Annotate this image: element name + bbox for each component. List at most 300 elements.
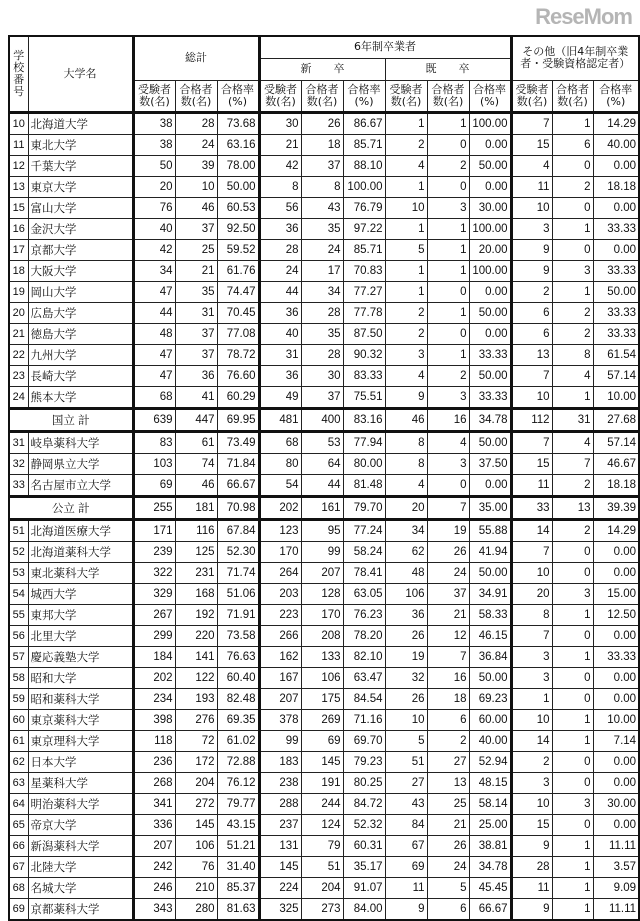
school-number: 31 [9, 431, 28, 453]
new-passed: 106 [301, 667, 343, 688]
new-rate: 91.07 [343, 877, 385, 898]
prior-applicants: 62 [385, 541, 427, 562]
other-applicants: 6 [511, 302, 552, 323]
prior-rate: 45.45 [469, 877, 511, 898]
prior-applicants: 20 [385, 496, 427, 519]
other-rate: 33.33 [593, 646, 639, 667]
other-passed: 0 [552, 541, 593, 562]
total-passed: 76 [175, 856, 217, 877]
prior-rate: 55.88 [469, 519, 511, 541]
other-applicants: 14 [511, 519, 552, 541]
total-applicants: 68 [133, 386, 175, 408]
other-applicants: 10 [511, 386, 552, 408]
total-rate: 76.63 [217, 646, 259, 667]
school-number: 12 [9, 155, 28, 176]
university-name: 岡山大学 [28, 281, 133, 302]
school-number: 11 [9, 134, 28, 155]
total-passed: 141 [175, 646, 217, 667]
prior-passed: 0 [427, 474, 469, 496]
other-rate: 61.54 [593, 344, 639, 365]
university-name: 城西大学 [28, 583, 133, 604]
prior-applicants: 5 [385, 730, 427, 751]
school-number: 18 [9, 260, 28, 281]
prior-applicants: 84 [385, 814, 427, 835]
total-applicants: 202 [133, 667, 175, 688]
total-passed: 74 [175, 453, 217, 474]
total-rate: 31.40 [217, 856, 259, 877]
other-applicants: 11 [511, 877, 552, 898]
new-rate: 85.71 [343, 134, 385, 155]
university-name: 熊本大学 [28, 386, 133, 408]
prior-applicants: 1 [385, 281, 427, 302]
total-rate: 73.49 [217, 431, 259, 453]
total-rate: 70.98 [217, 496, 259, 519]
total-passed: 21 [175, 260, 217, 281]
prior-passed: 37 [427, 583, 469, 604]
total-rate: 82.48 [217, 688, 259, 709]
total-applicants: 239 [133, 541, 175, 562]
new-applicants: 145 [259, 856, 301, 877]
other-applicants: 15 [511, 134, 552, 155]
total-applicants: 103 [133, 453, 175, 474]
total-applicants: 234 [133, 688, 175, 709]
prior-rate: 30.00 [469, 197, 511, 218]
table-row [9, 112, 639, 134]
table-row [9, 155, 639, 176]
table-row [9, 688, 639, 709]
total-applicants: 47 [133, 344, 175, 365]
total-applicants: 34 [133, 260, 175, 281]
prior-applicants: 1 [385, 260, 427, 281]
other-passed: 3 [552, 793, 593, 814]
other-passed: 1 [552, 386, 593, 408]
total-rate: 81.63 [217, 898, 259, 920]
prior-passed: 0 [427, 176, 469, 197]
total-rate: 71.74 [217, 562, 259, 583]
column-header: 受験者数(名) [259, 80, 301, 112]
new-applicants: 31 [259, 344, 301, 365]
total-applicants: 398 [133, 709, 175, 730]
other-rate: 7.14 [593, 730, 639, 751]
new-passed: 28 [301, 344, 343, 365]
university-name: 千葉大学 [28, 155, 133, 176]
new-rate: 79.23 [343, 751, 385, 772]
prior-rate: 0.00 [469, 134, 511, 155]
prior-applicants: 10 [385, 709, 427, 730]
prior-passed: 21 [427, 604, 469, 625]
new-applicants: 30 [259, 112, 301, 134]
university-name: 東京大学 [28, 176, 133, 197]
new-rate: 84.00 [343, 898, 385, 920]
university-name: 明治薬科大学 [28, 793, 133, 814]
prior-rate: 52.94 [469, 751, 511, 772]
new-passed: 204 [301, 877, 343, 898]
total-rate: 69.35 [217, 709, 259, 730]
other-rate: 40.00 [593, 134, 639, 155]
total-applicants: 336 [133, 814, 175, 835]
table-row [9, 323, 639, 344]
prior-applicants: 2 [385, 302, 427, 323]
header-six-year: 6年制卒業者 [259, 36, 511, 58]
prior-rate: 50.00 [469, 562, 511, 583]
other-rate: 14.29 [593, 519, 639, 541]
prior-applicants: 2 [385, 134, 427, 155]
school-number: 24 [9, 386, 28, 408]
other-applicants: 3 [511, 218, 552, 239]
prior-rate: 33.33 [469, 344, 511, 365]
new-applicants: 481 [259, 408, 301, 431]
new-rate: 52.32 [343, 814, 385, 835]
total-passed: 39 [175, 155, 217, 176]
new-applicants: 49 [259, 386, 301, 408]
other-applicants: 9 [511, 260, 552, 281]
prior-applicants: 4 [385, 155, 427, 176]
school-number: 61 [9, 730, 28, 751]
new-passed: 26 [301, 112, 343, 134]
other-rate: 0.00 [593, 155, 639, 176]
new-rate: 87.50 [343, 323, 385, 344]
other-rate: 0.00 [593, 541, 639, 562]
total-applicants: 47 [133, 281, 175, 302]
other-applicants: 15 [511, 453, 552, 474]
total-rate: 60.29 [217, 386, 259, 408]
prior-passed: 7 [427, 646, 469, 667]
table-row [9, 218, 639, 239]
header-new-grad: 新 卒 [259, 58, 385, 80]
university-name: 岐阜薬科大学 [28, 431, 133, 453]
table-row [9, 814, 639, 835]
school-number: 67 [9, 856, 28, 877]
prior-rate: 48.15 [469, 772, 511, 793]
new-applicants: 54 [259, 474, 301, 496]
total-rate: 78.72 [217, 344, 259, 365]
total-passed: 125 [175, 541, 217, 562]
new-applicants: 183 [259, 751, 301, 772]
school-number: 68 [9, 877, 28, 898]
other-passed: 3 [552, 583, 593, 604]
prior-rate: 36.84 [469, 646, 511, 667]
prior-rate: 37.50 [469, 453, 511, 474]
school-number: 66 [9, 835, 28, 856]
other-applicants: 9 [511, 239, 552, 260]
new-rate: 77.24 [343, 519, 385, 541]
new-applicants: 167 [259, 667, 301, 688]
total-applicants: 207 [133, 835, 175, 856]
school-number: 22 [9, 344, 28, 365]
other-passed: 0 [552, 688, 593, 709]
other-passed: 0 [552, 751, 593, 772]
prior-applicants: 10 [385, 197, 427, 218]
other-passed: 0 [552, 562, 593, 583]
other-passed: 2 [552, 176, 593, 197]
prior-applicants: 48 [385, 562, 427, 583]
total-passed: 106 [175, 835, 217, 856]
new-passed: 79 [301, 835, 343, 856]
total-applicants: 40 [133, 218, 175, 239]
school-number: 10 [9, 112, 28, 134]
university-name: 昭和大学 [28, 667, 133, 688]
prior-rate: 0.00 [469, 281, 511, 302]
new-rate: 63.05 [343, 583, 385, 604]
prior-passed: 3 [427, 453, 469, 474]
university-name: 大阪大学 [28, 260, 133, 281]
subtotal-row [9, 408, 639, 431]
table-row [9, 134, 639, 155]
university-name: 名古屋市立大学 [28, 474, 133, 496]
new-applicants: 238 [259, 772, 301, 793]
total-rate: 74.47 [217, 281, 259, 302]
prior-applicants: 8 [385, 431, 427, 453]
other-rate: 27.68 [593, 408, 639, 431]
total-rate: 50.00 [217, 176, 259, 197]
new-passed: 207 [301, 562, 343, 583]
new-passed: 175 [301, 688, 343, 709]
other-applicants: 10 [511, 793, 552, 814]
total-applicants: 118 [133, 730, 175, 751]
table-row [9, 793, 639, 814]
other-passed: 1 [552, 877, 593, 898]
total-passed: 272 [175, 793, 217, 814]
other-applicants: 8 [511, 604, 552, 625]
new-applicants: 36 [259, 365, 301, 386]
prior-rate: 35.00 [469, 496, 511, 519]
other-passed: 31 [552, 408, 593, 431]
university-name: 広島大学 [28, 302, 133, 323]
other-applicants: 15 [511, 814, 552, 835]
prior-rate: 60.00 [469, 709, 511, 730]
prior-applicants: 2 [385, 323, 427, 344]
new-applicants: 44 [259, 281, 301, 302]
prior-passed: 18 [427, 688, 469, 709]
header-prior-grad: 既 卒 [385, 58, 511, 80]
total-rate: 71.84 [217, 453, 259, 474]
university-name: 北海道医療大学 [28, 519, 133, 541]
prior-passed: 4 [427, 431, 469, 453]
new-passed: 244 [301, 793, 343, 814]
new-rate: 82.10 [343, 646, 385, 667]
other-rate: 9.09 [593, 877, 639, 898]
new-applicants: 80 [259, 453, 301, 474]
total-rate: 71.91 [217, 604, 259, 625]
university-name: 九州大学 [28, 344, 133, 365]
table-row [9, 583, 639, 604]
other-rate: 33.33 [593, 302, 639, 323]
prior-rate: 46.15 [469, 625, 511, 646]
total-applicants: 38 [133, 112, 175, 134]
total-passed: 46 [175, 197, 217, 218]
other-rate: 15.00 [593, 583, 639, 604]
total-applicants: 42 [133, 239, 175, 260]
total-rate: 73.58 [217, 625, 259, 646]
prior-applicants: 43 [385, 793, 427, 814]
new-applicants: 207 [259, 688, 301, 709]
school-number: 17 [9, 239, 28, 260]
school-number: 57 [9, 646, 28, 667]
prior-rate: 100.00 [469, 112, 511, 134]
new-applicants: 8 [259, 176, 301, 197]
new-rate: 76.79 [343, 197, 385, 218]
total-passed: 193 [175, 688, 217, 709]
total-rate: 85.37 [217, 877, 259, 898]
total-rate: 79.77 [217, 793, 259, 814]
new-applicants: 24 [259, 260, 301, 281]
prior-rate: 50.00 [469, 302, 511, 323]
total-applicants: 341 [133, 793, 175, 814]
new-applicants: 42 [259, 155, 301, 176]
subtotal-label: 国立 計 [9, 408, 133, 431]
university-name: 名城大学 [28, 877, 133, 898]
total-applicants: 44 [133, 302, 175, 323]
prior-rate: 33.33 [469, 386, 511, 408]
other-passed: 2 [552, 519, 593, 541]
university-name: 昭和薬科大学 [28, 688, 133, 709]
prior-passed: 3 [427, 386, 469, 408]
other-passed: 0 [552, 772, 593, 793]
total-applicants: 329 [133, 583, 175, 604]
prior-passed: 16 [427, 408, 469, 431]
total-passed: 24 [175, 134, 217, 155]
other-rate: 0.00 [593, 814, 639, 835]
new-rate: 80.00 [343, 453, 385, 474]
total-applicants: 47 [133, 365, 175, 386]
prior-applicants: 3 [385, 344, 427, 365]
total-passed: 276 [175, 709, 217, 730]
total-applicants: 76 [133, 197, 175, 218]
other-applicants: 11 [511, 474, 552, 496]
university-name: 新潟薬科大学 [28, 835, 133, 856]
prior-applicants: 4 [385, 474, 427, 496]
other-rate: 3.57 [593, 856, 639, 877]
total-applicants: 268 [133, 772, 175, 793]
column-header: 合格者数(名) [552, 80, 593, 112]
other-rate: 0.00 [593, 625, 639, 646]
other-passed: 1 [552, 281, 593, 302]
new-passed: 18 [301, 134, 343, 155]
total-rate: 43.15 [217, 814, 259, 835]
prior-rate: 50.00 [469, 667, 511, 688]
university-name: 東北薬科大学 [28, 562, 133, 583]
new-applicants: 36 [259, 302, 301, 323]
total-passed: 210 [175, 877, 217, 898]
prior-passed: 26 [427, 541, 469, 562]
prior-passed: 2 [427, 365, 469, 386]
total-passed: 35 [175, 281, 217, 302]
column-header: 合格者数(名) [427, 80, 469, 112]
total-passed: 192 [175, 604, 217, 625]
prior-applicants: 34 [385, 519, 427, 541]
table-row [9, 709, 639, 730]
new-applicants: 288 [259, 793, 301, 814]
university-name: 金沢大学 [28, 218, 133, 239]
school-number: 62 [9, 751, 28, 772]
new-passed: 269 [301, 709, 343, 730]
prior-passed: 0 [427, 281, 469, 302]
other-passed: 0 [552, 625, 593, 646]
new-rate: 83.16 [343, 408, 385, 431]
new-applicants: 68 [259, 431, 301, 453]
total-rate: 77.08 [217, 323, 259, 344]
other-passed: 8 [552, 344, 593, 365]
prior-applicants: 8 [385, 453, 427, 474]
total-passed: 46 [175, 474, 217, 496]
other-passed: 2 [552, 302, 593, 323]
total-rate: 51.21 [217, 835, 259, 856]
other-applicants: 10 [511, 562, 552, 583]
university-name: 北海道大学 [28, 112, 133, 134]
other-rate: 30.00 [593, 793, 639, 814]
total-passed: 37 [175, 218, 217, 239]
prior-applicants: 26 [385, 688, 427, 709]
total-rate: 63.16 [217, 134, 259, 155]
other-rate: 57.14 [593, 365, 639, 386]
new-passed: 95 [301, 519, 343, 541]
prior-passed: 5 [427, 877, 469, 898]
prior-passed: 0 [427, 134, 469, 155]
new-rate: 86.67 [343, 112, 385, 134]
prior-rate: 25.00 [469, 814, 511, 835]
other-passed: 6 [552, 134, 593, 155]
new-passed: 170 [301, 604, 343, 625]
university-name: 帝京大学 [28, 814, 133, 835]
new-rate: 76.23 [343, 604, 385, 625]
new-rate: 58.24 [343, 541, 385, 562]
total-applicants: 184 [133, 646, 175, 667]
prior-passed: 2 [427, 155, 469, 176]
new-rate: 60.31 [343, 835, 385, 856]
new-passed: 44 [301, 474, 343, 496]
other-applicants: 7 [511, 431, 552, 453]
prior-applicants: 1 [385, 112, 427, 134]
subtotal-row [9, 496, 639, 519]
other-rate: 39.39 [593, 496, 639, 519]
total-rate: 61.02 [217, 730, 259, 751]
new-passed: 8 [301, 176, 343, 197]
prior-passed: 1 [427, 344, 469, 365]
prior-applicants: 46 [385, 408, 427, 431]
total-passed: 231 [175, 562, 217, 583]
other-rate: 33.33 [593, 218, 639, 239]
total-rate: 60.40 [217, 667, 259, 688]
table-row [9, 541, 639, 562]
table-row [9, 176, 639, 197]
new-applicants: 224 [259, 877, 301, 898]
prior-applicants: 69 [385, 856, 427, 877]
total-rate: 76.12 [217, 772, 259, 793]
total-rate: 51.06 [217, 583, 259, 604]
total-passed: 122 [175, 667, 217, 688]
new-passed: 99 [301, 541, 343, 562]
new-rate: 83.33 [343, 365, 385, 386]
table-row [9, 474, 639, 496]
new-rate: 77.27 [343, 281, 385, 302]
prior-passed: 25 [427, 793, 469, 814]
school-number: 56 [9, 625, 28, 646]
total-applicants: 299 [133, 625, 175, 646]
total-applicants: 236 [133, 751, 175, 772]
total-passed: 31 [175, 302, 217, 323]
university-name: 京都薬科大学 [28, 898, 133, 920]
total-passed: 447 [175, 408, 217, 431]
other-passed: 1 [552, 604, 593, 625]
total-applicants: 255 [133, 496, 175, 519]
other-passed: 1 [552, 709, 593, 730]
table-row [9, 344, 639, 365]
total-applicants: 69 [133, 474, 175, 496]
prior-rate: 34.78 [469, 408, 511, 431]
total-passed: 145 [175, 814, 217, 835]
column-header: 受験者数(名) [133, 80, 175, 112]
school-number: 19 [9, 281, 28, 302]
